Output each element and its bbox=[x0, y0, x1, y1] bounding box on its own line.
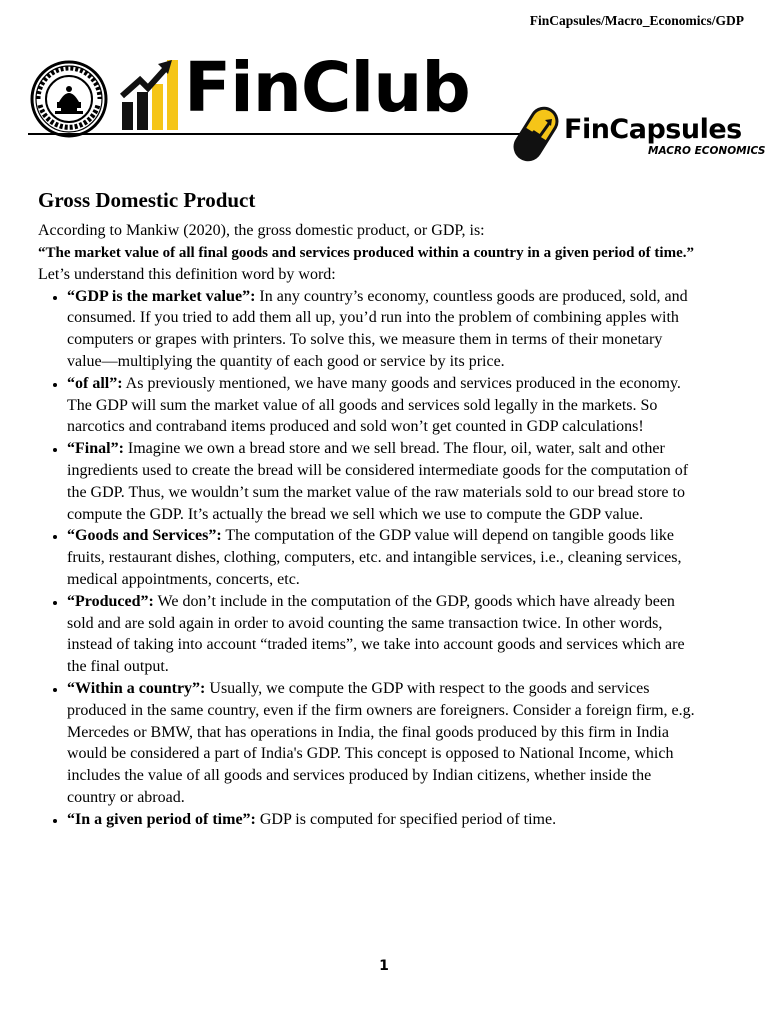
list-item bbox=[67, 678, 700, 809]
list-item-text: Usually, we compute the GDP with respect to the goods and services produced in the same country, even if the firm owners are foreigners. Consider a foreign firm, e.g. Mercedes or BMW, that has operations in India, the final goods produced by this firm in India would be considered a part of India's GDP. This concept is opposed to National Income, which includes the value of all goods and services produced by Indian citizens, whether inside the country or abroad. bbox=[67, 679, 695, 806]
list-item bbox=[67, 286, 700, 373]
intro-text: According to Mankiw (2020), the gross domestic product, or GDP, is: bbox=[38, 222, 485, 239]
lead-text: Let’s understand this definition word by word: bbox=[38, 265, 336, 283]
list-item-text: Imagine we own a bread store and we sell bread. The flour, oil, water, salt and other ingredients used to create the bread will be considered intermediate goods for the computation of the GDP. Thus, we wouldn’t sum the market value of the raw materials sold to our bread store to compute the GDP. It’s actually the bread we sell which we use to compute the GDP value. bbox=[67, 440, 689, 523]
fincapsules-logo bbox=[510, 104, 768, 170]
list-item-term: “of all”: bbox=[67, 374, 123, 392]
capsule-growth-icon bbox=[510, 104, 562, 164]
document-body bbox=[38, 186, 700, 831]
list-item bbox=[67, 373, 700, 438]
fincapsules-wordmark: FinCapsules bbox=[564, 114, 742, 145]
page-header bbox=[28, 48, 768, 170]
bar-chart-arrow-icon bbox=[120, 56, 182, 136]
page-number: 1 bbox=[379, 958, 389, 974]
list-item-text: As previously mentioned, we have many goods and services produced in the economy. The GDP will sum the market value of all goods and services sold legally in the markets. So narcotics and contraband items produced and sold won’t get counted in GDP calculations! bbox=[67, 374, 681, 436]
list-item-text: We don’t include in the computation of the GDP, goods which have already been sold and are sold again in order to avoid counting the same transaction twice. In other words, instead of taking into account “traded items”, we take into account goods and services which are the final output. bbox=[67, 592, 685, 676]
list-item bbox=[67, 438, 700, 525]
header-divider bbox=[28, 133, 528, 135]
finclub-logo bbox=[120, 48, 490, 134]
list-item-term: “Goods and Services”: bbox=[67, 527, 222, 545]
definition-breakdown-list bbox=[38, 286, 700, 831]
fincapsules-tagline: MACRO ECONOMICS bbox=[648, 145, 766, 157]
list-item-term: “In a given period of time”: bbox=[67, 810, 256, 828]
definition-quote: “The market value of all final goods and services produced within a country in a given period of time.” bbox=[38, 244, 694, 261]
list-item-term: “Produced”: bbox=[67, 592, 154, 610]
list-item-term: “GDP is the market value”: bbox=[67, 287, 256, 305]
list-item bbox=[67, 525, 700, 590]
list-item-text: GDP is computed for specified period of time. bbox=[255, 810, 557, 828]
list-item bbox=[67, 591, 700, 678]
list-item-term: “Final”: bbox=[67, 440, 124, 458]
list-item bbox=[67, 809, 700, 831]
breadcrumb: FinCapsules/Macro_Economics/GDP bbox=[529, 13, 744, 28]
list-item-text: In any country’s economy, countless goods are produced, sold, and consumed. If you tried to add them all up, you’d run into the problem of combining apples with computers or grapes with printers. To solve this, we measure them in terms of their monetary value—multiplying the quantity of each good or service by its price. bbox=[67, 287, 688, 370]
list-item-text: The computation of the GDP value will depend on tangible goods like fruits, restaurant dishes, clothing, computers, etc. and intangible services, i.e., cleaning services, medical appointments, concerts, etc. bbox=[67, 527, 682, 588]
list-item-term: “Within a country”: bbox=[67, 679, 206, 697]
institution-seal-logo bbox=[30, 60, 108, 138]
page-title: Gross Domestic Product bbox=[38, 188, 256, 212]
finclub-wordmark: FinClub bbox=[184, 48, 470, 128]
